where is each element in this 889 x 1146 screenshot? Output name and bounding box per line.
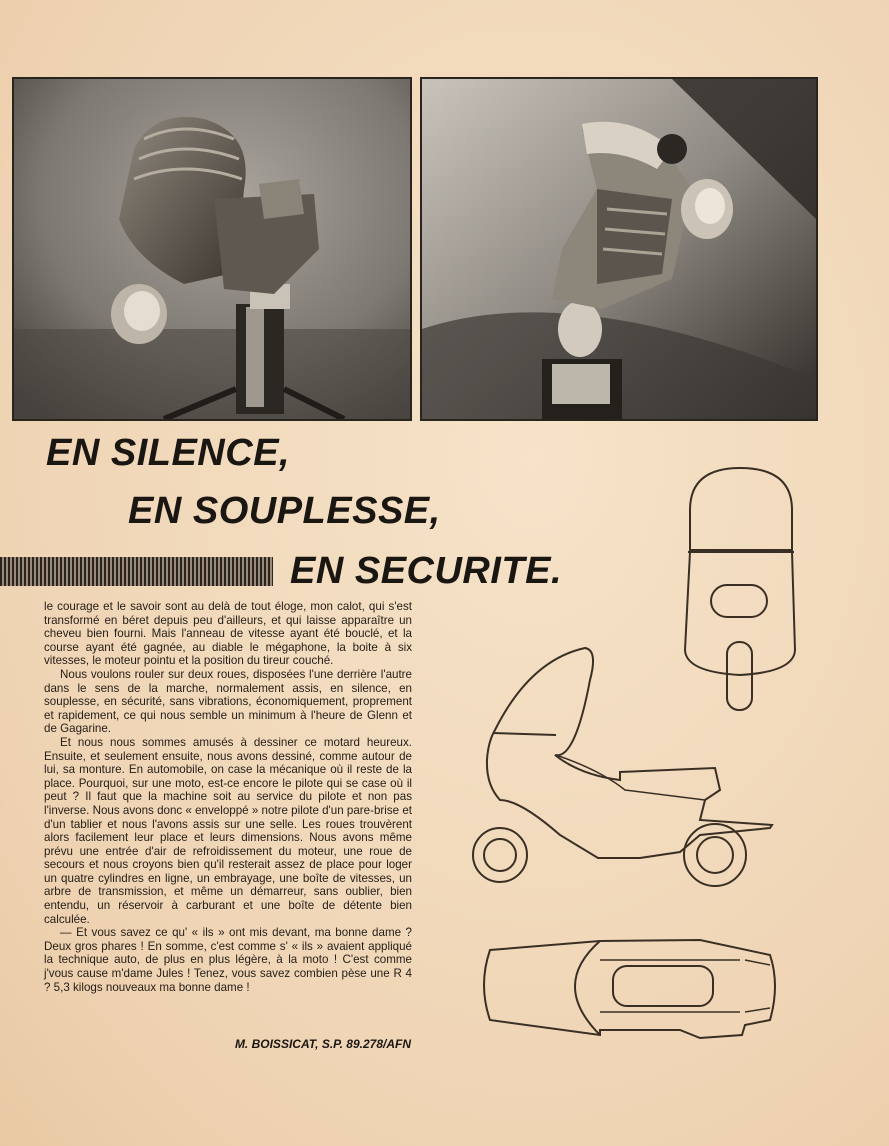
photo-front-view: [12, 77, 412, 421]
headline-line-2: EN SOUPLESSE,: [128, 490, 441, 532]
headline-line-1: EN SILENCE,: [46, 432, 291, 474]
hatched-decorative-bar: [0, 557, 273, 586]
article-paragraph: — Et vous savez ce qu' « ils » ont mis devant, ma bonne dame ? Deux gros phares ! En somme, c'est comme s' « ils » avaient appliqué la technique auto, de plus en plus légère, à la moto ! C'est comme j'vous cause m'dame Jules ! Tenez, vous savez combien pèse une R 4 ? 5,3 kilogs nouveaux ma bonne dame !: [44, 926, 412, 994]
article-paragraph: Nous voulons rouler sur deux roues, disposées l'une derrière l'autre dans le sens de la marche, normalement assis, en silence, en souplesse, en sécurité, sans vibrations, économiquement, proprement et rapidement, ce qui nous semble un minimum à l'heure de Glenn et de Gagarine.: [44, 667, 412, 736]
author-signature: M. BOISSICAT, S.P. 89.278/AFN: [234, 1037, 411, 1051]
article-body: [44, 600, 412, 994]
article-paragraph: le courage et le savoir sont au delà de tout éloge, mon calot, qui s'est transformé en béret depuis peu d'ailleurs, et qui laisse apparaître un cheveu bien fourni. Mais l'anneau de vitesse ayant été bouclé, et la course ayant été gagnée, au diable le mégaphone, la boite à six vitesses, le moteur pointu et la position du tireur couché.: [44, 600, 412, 668]
photo-top-view: [420, 77, 818, 421]
article-paragraph: Et nous nous sommes amusés à dessiner ce motard heureux. Ensuite, et seulement ensuite, nous avons dessiné, comme autour de lui, sa monture. En automobile, on case la mécanique où il reste de la place. Pourquoi, sur une moto, est-ce encore le pilote qui se case où il peut ? Il faut que la machine soit au service du pilote et non pas l'inverse. Nous avons donc « enveloppé » notre pilote d'un pare-brise et d'un tablier et nous l'avons assis sur une selle. Les roues trouvèrent alors facilement leur place et leurs dimensions. Nous avons même prévu une entrée d'air de refroidissement du moteur, une roue de secours et nous croyons bien qu'il resterait assez de place pour loger un quatre cylindres en ligne, un embrayage, une boîte de vitesses, un arbre de transmission, et même un démarreur, sans oublier, bien entendu, un réservoir à carburant et une boîte de détente bien calculée.: [44, 735, 412, 926]
headline-line-3: EN SECURITE.: [290, 550, 563, 592]
